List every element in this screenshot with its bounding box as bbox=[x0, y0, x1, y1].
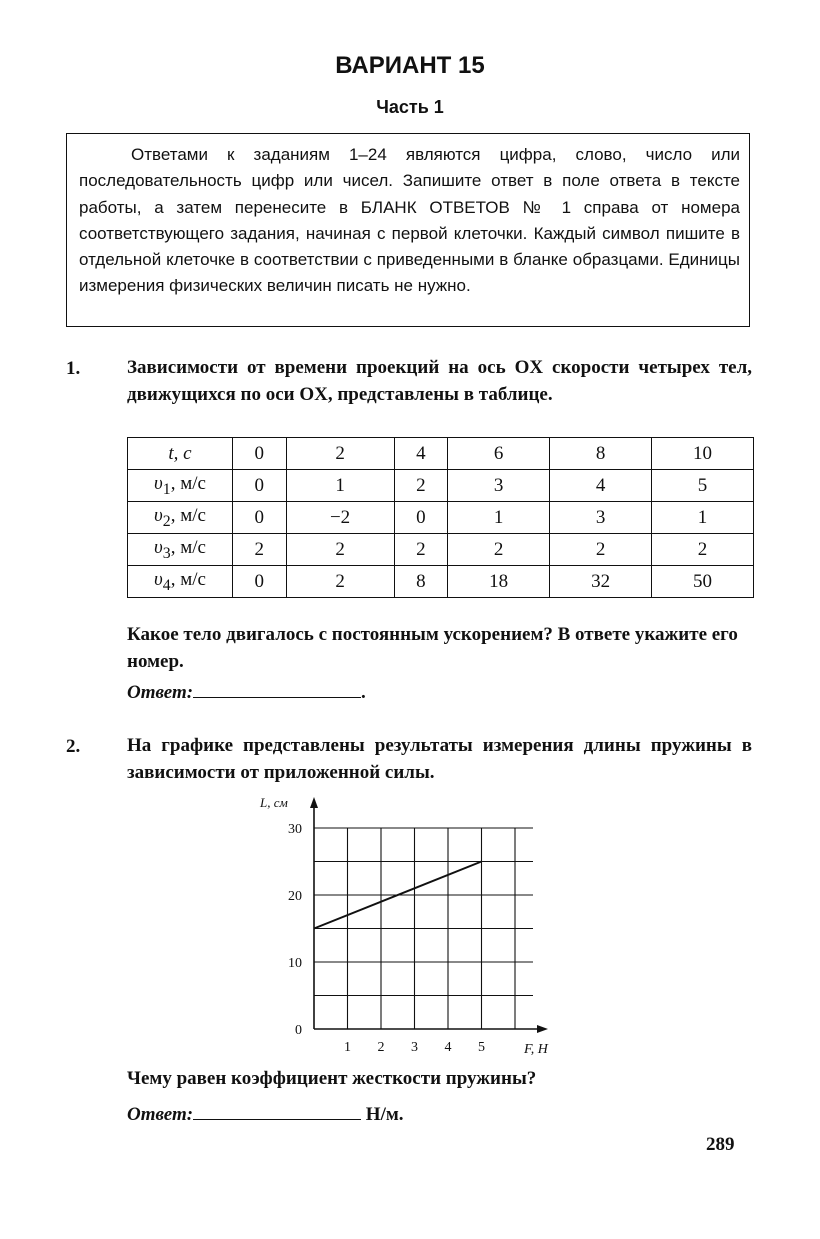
var-subscript: 2 bbox=[162, 512, 171, 530]
question-2-text: На графике представлены результаты измерения длины пружины в зависимости от приложенной силы. bbox=[127, 735, 752, 783]
table-cell: 1 bbox=[448, 502, 550, 534]
table-cell: 4 bbox=[394, 438, 448, 470]
y-tick-label: 10 bbox=[288, 956, 302, 971]
var-unit: , м/с bbox=[170, 568, 206, 590]
table-cell: 2 bbox=[394, 470, 448, 502]
y-tick-label: 20 bbox=[288, 889, 302, 904]
x-axis-arrow-icon bbox=[537, 1025, 548, 1033]
var-subscript: 1 bbox=[162, 480, 171, 498]
y-tick-label: 30 bbox=[288, 822, 302, 837]
table-cell: 6 bbox=[448, 438, 550, 470]
page-number: 289 bbox=[706, 1134, 735, 1155]
table-cell: 18 bbox=[448, 566, 550, 598]
table-header-label: t, с bbox=[128, 438, 233, 470]
answer-1-suffix: . bbox=[361, 682, 366, 703]
row-label bbox=[128, 502, 233, 534]
var-symbol: υ bbox=[154, 536, 163, 558]
y-axis-label: L, см bbox=[260, 795, 288, 810]
var-subscript: 4 bbox=[162, 576, 171, 594]
x-tick-label: 3 bbox=[411, 1040, 418, 1055]
table-cell: 1 bbox=[286, 470, 394, 502]
question-1-prompt: Какое тело двигалось с постоянным ускорением? В ответе укажите его номер. bbox=[127, 624, 738, 672]
answer-2-label: Ответ: bbox=[127, 1104, 194, 1125]
x-tick-label: 4 bbox=[444, 1040, 452, 1055]
x-tick-label: 5 bbox=[478, 1040, 485, 1055]
table-row bbox=[128, 470, 754, 502]
row-label bbox=[128, 566, 233, 598]
spring-length-graph bbox=[240, 795, 570, 1065]
table-cell: 32 bbox=[550, 566, 652, 598]
x-axis-label: F, Н bbox=[524, 1042, 548, 1057]
question-2-prompt: Чему равен коэффициент жесткости пружины? bbox=[127, 1068, 537, 1089]
question-1-text: Зависимости от времени проекций на ось OX скорости четырех тел, движущихся по оси OX, представлены в таблице. bbox=[127, 357, 752, 405]
table-row bbox=[128, 438, 754, 470]
part-title: Часть 1 bbox=[376, 97, 444, 117]
y-tick-label: 0 bbox=[295, 1023, 302, 1038]
table-cell: 1 bbox=[652, 502, 754, 534]
var-subscript: 3 bbox=[162, 544, 171, 562]
row-label bbox=[128, 534, 233, 566]
x-tick-label: 2 bbox=[377, 1040, 385, 1055]
table-cell: 8 bbox=[394, 566, 448, 598]
table-cell: 2 bbox=[286, 566, 394, 598]
table-cell: 2 bbox=[652, 534, 754, 566]
table-cell: 2 bbox=[286, 438, 394, 470]
variant-title: ВАРИАНТ 15 bbox=[335, 52, 485, 79]
table-cell: 0 bbox=[233, 502, 287, 534]
var-unit: , м/с bbox=[170, 504, 206, 526]
table-cell: 3 bbox=[550, 502, 652, 534]
var-unit: , м/с bbox=[170, 472, 206, 494]
table-cell: 10 bbox=[652, 438, 754, 470]
var-symbol: υ bbox=[154, 568, 163, 590]
table-cell: 4 bbox=[550, 470, 652, 502]
table-cell: 8 bbox=[550, 438, 652, 470]
table-cell: 2 bbox=[233, 534, 287, 566]
answer-2-field[interactable] bbox=[193, 1103, 361, 1120]
grid-lines bbox=[314, 828, 533, 1029]
answer-2-unit: Н/м. bbox=[365, 1104, 404, 1125]
question-2-number: 2. bbox=[66, 736, 81, 757]
instructions-box: Ответами к заданиям 1–24 являются цифра, слово, число или последовательность цифр или чисел. Запишите ответ в поле ответа в тексте работы, а затем перенесите в БЛАНК ОТВЕТОВ № 1 справа от номера соответствующего задания, начиная с первой клеточки. Каждый символ пишите в отдельной клеточке в соответствии с приведенными в бланке образцами. Единицы измерения физических величин писать не нужно. bbox=[66, 133, 750, 327]
var-symbol: υ bbox=[154, 472, 163, 494]
table-cell: 0 bbox=[233, 470, 287, 502]
answer-1-field[interactable] bbox=[193, 681, 361, 698]
y-axis-arrow-icon bbox=[310, 797, 318, 808]
table-cell: 3 bbox=[448, 470, 550, 502]
table-cell: 0 bbox=[233, 438, 287, 470]
table-row bbox=[128, 566, 754, 598]
answer-1-label: Ответ: bbox=[127, 682, 194, 703]
table-cell: 2 bbox=[550, 534, 652, 566]
table-cell: 2 bbox=[394, 534, 448, 566]
table-cell: 2 bbox=[286, 534, 394, 566]
table-row bbox=[128, 502, 754, 534]
tick-labels bbox=[288, 822, 485, 1055]
x-tick-label: 1 bbox=[344, 1040, 351, 1055]
answer-2 bbox=[127, 1103, 404, 1126]
table-cell: 50 bbox=[652, 566, 754, 598]
table-cell: −2 bbox=[286, 502, 394, 534]
var-unit: , м/с bbox=[170, 536, 206, 558]
question-1-number: 1. bbox=[66, 358, 81, 379]
row-label bbox=[128, 470, 233, 502]
table-cell: 0 bbox=[233, 566, 287, 598]
table-cell: 0 bbox=[394, 502, 448, 534]
answer-1 bbox=[127, 681, 366, 704]
table-row bbox=[128, 534, 754, 566]
var-symbol: υ bbox=[154, 504, 163, 526]
table-cell: 5 bbox=[652, 470, 754, 502]
velocity-table bbox=[127, 437, 754, 598]
table-cell: 2 bbox=[448, 534, 550, 566]
